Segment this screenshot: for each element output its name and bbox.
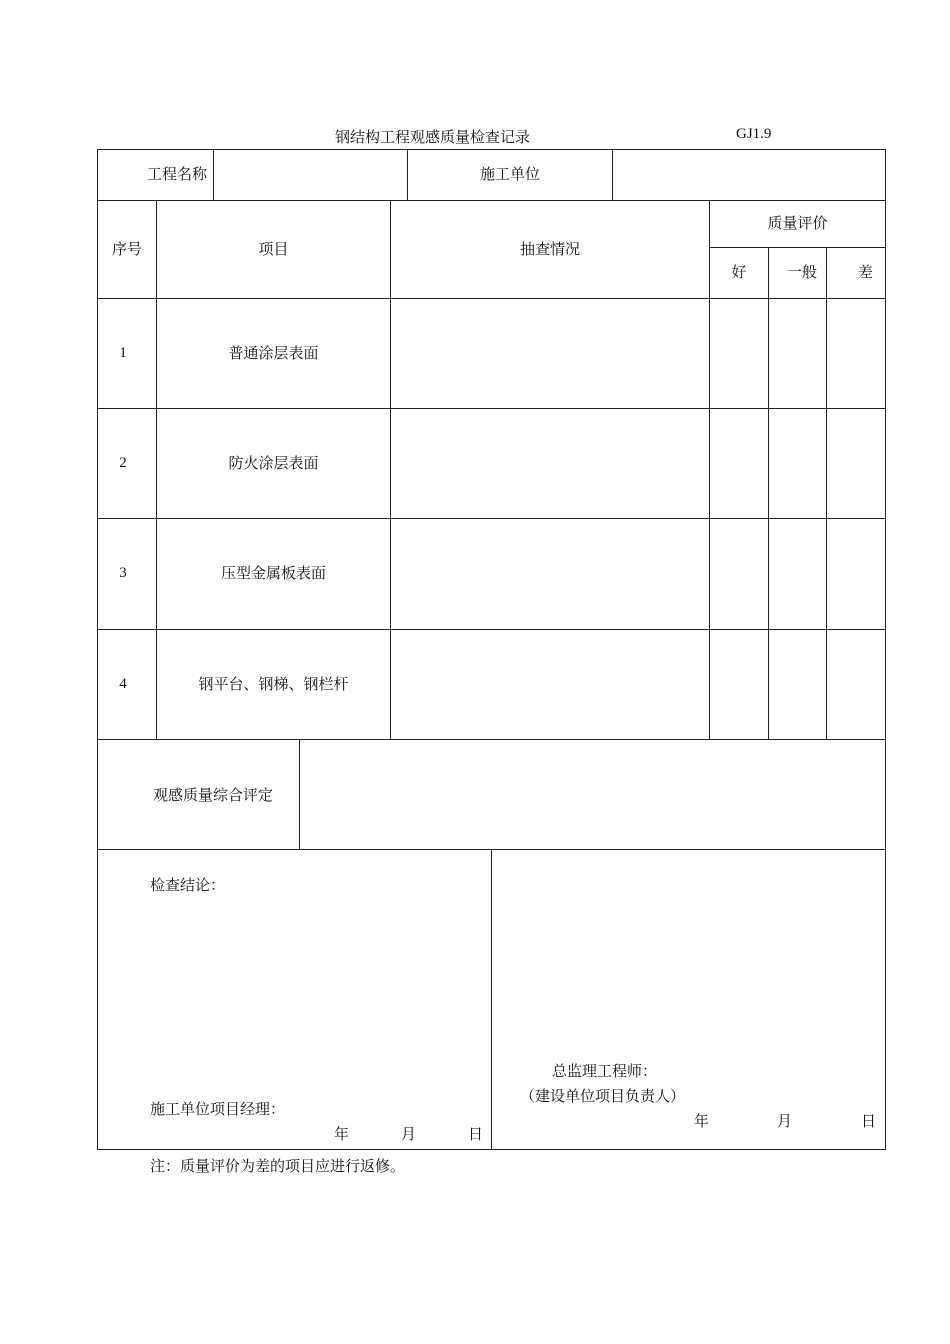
overall-assessment-label: 观感质量综合评定: [153, 786, 274, 804]
date-day-left: 日: [468, 1125, 484, 1143]
row-seq: 4: [119, 675, 127, 692]
construction-unit-label: 施工单位: [479, 165, 540, 184]
col-item-header: 项目: [258, 239, 289, 258]
row-item: 压型金属板表面: [220, 564, 326, 583]
conclusion-label: 检查结论：: [150, 876, 226, 894]
grade-fair-header: 一般: [787, 263, 818, 282]
form-code: GJ1.9: [736, 126, 772, 142]
chief-engineer-label: 总监理工程师：: [552, 1062, 658, 1080]
row-seq: 3: [119, 565, 127, 582]
date-day-right: 日: [861, 1112, 877, 1130]
project-name-label: 工程名称: [146, 165, 207, 184]
project-manager-label: 施工单位项目经理：: [150, 1100, 286, 1118]
row-seq: 2: [119, 454, 127, 471]
row-item: 防火涂层表面: [228, 453, 319, 472]
col-quality-header: 质量评价: [767, 214, 828, 233]
date-year-right: 年: [694, 1112, 710, 1130]
construction-unit-field[interactable]: [613, 150, 885, 200]
owner-rep-label: （建设单位项目负责人）: [520, 1087, 686, 1105]
overall-assessment-field[interactable]: [300, 740, 885, 849]
date-month-right: 月: [777, 1112, 793, 1130]
row-item: 普通涂层表面: [228, 343, 319, 362]
footnote: 注：质量评价为差的项目应进行返修。: [150, 1157, 406, 1175]
row-item: 钢平台、钢梯、钢栏杆: [198, 674, 349, 693]
date-year-left: 年: [334, 1125, 350, 1143]
project-name-field[interactable]: [214, 150, 407, 200]
col-inspection-header: 抽查情况: [519, 239, 580, 258]
document-title: 钢结构工程观感质量检查记录: [335, 128, 531, 146]
row-seq: 1: [119, 344, 127, 361]
grade-poor-header: 差: [857, 263, 873, 282]
grade-good-header: 好: [731, 263, 747, 282]
col-seq-header: 序号: [111, 239, 142, 258]
date-month-left: 月: [401, 1125, 417, 1143]
